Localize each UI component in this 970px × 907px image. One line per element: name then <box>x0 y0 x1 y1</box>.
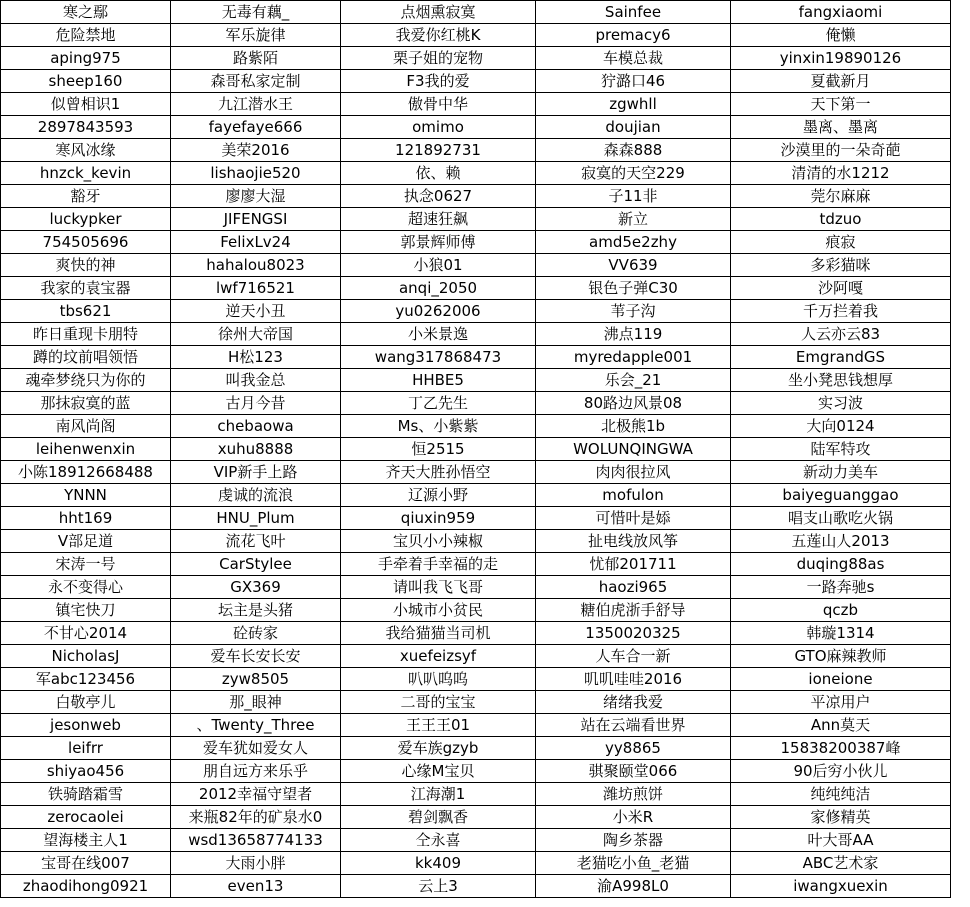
table-row <box>1 323 951 346</box>
table-row <box>1 530 951 553</box>
table-cell: 爱车族gzyb <box>341 737 536 760</box>
table-cell: 15838200387峰 <box>731 737 951 760</box>
table-row <box>1 231 951 254</box>
table-cell: 不甘心2014 <box>1 622 171 645</box>
table-row <box>1 668 951 691</box>
table-cell: 平凉用户 <box>731 691 951 714</box>
table-cell: 754505696 <box>1 231 171 254</box>
table-row <box>1 484 951 507</box>
table-cell: Sainfee <box>536 1 731 24</box>
table-cell: yu0262006 <box>341 300 536 323</box>
table-row <box>1 47 951 70</box>
table-cell: 丁乙先生 <box>341 392 536 415</box>
table-cell: duqing88as <box>731 553 951 576</box>
table-cell: 90后穷小伙儿 <box>731 760 951 783</box>
table-row <box>1 645 951 668</box>
table-cell: even13 <box>171 875 341 898</box>
table-cell: 砼砖家 <box>171 622 341 645</box>
table-cell: 似曾相识1 <box>1 93 171 116</box>
table-cell: HNU_Plum <box>171 507 341 530</box>
table-cell: 郭景辉师傅 <box>341 231 536 254</box>
table-cell: 银色子弹C30 <box>536 277 731 300</box>
table-cell: 心缘M宝贝 <box>341 760 536 783</box>
table-cell: 那抹寂寞的蓝 <box>1 392 171 415</box>
table-cell: 镇宅快刀 <box>1 599 171 622</box>
table-cell: 夏截新月 <box>731 70 951 93</box>
table-cell: 狞潞口46 <box>536 70 731 93</box>
table-cell: 昨日重现卡朋特 <box>1 323 171 346</box>
table-cell: 我爱你红桃K <box>341 24 536 47</box>
table-row <box>1 1 951 24</box>
table-cell: 多彩猫咪 <box>731 254 951 277</box>
table-cell: JIFENGSI <box>171 208 341 231</box>
table-cell: tdzuo <box>731 208 951 231</box>
table-row <box>1 599 951 622</box>
table-cell: 依、赖 <box>341 162 536 185</box>
table-cell: 点烟熏寂寞 <box>341 1 536 24</box>
table-cell: kk409 <box>341 852 536 875</box>
table-cell: anqi_2050 <box>341 277 536 300</box>
table-cell: lwf716521 <box>171 277 341 300</box>
table-cell: myredapple001 <box>536 346 731 369</box>
table-cell: luckypker <box>1 208 171 231</box>
table-cell: 肉肉很拉风 <box>536 461 731 484</box>
table-cell: 永不变得心 <box>1 576 171 599</box>
username-table-body <box>1 1 951 898</box>
table-cell: 王王王01 <box>341 714 536 737</box>
table-cell: 寂寞的天空229 <box>536 162 731 185</box>
table-cell: GTO麻辣教师 <box>731 645 951 668</box>
table-cell: 爱车长安长安 <box>171 645 341 668</box>
table-cell: WOLUNQINGWA <box>536 438 731 461</box>
table-cell: 坛主是头猪 <box>171 599 341 622</box>
table-cell: 小米R <box>536 806 731 829</box>
table-cell: 小米景逸 <box>341 323 536 346</box>
table-cell: 沸点119 <box>536 323 731 346</box>
table-cell: 栗子姐的宠物 <box>341 47 536 70</box>
table-cell: 美荣2016 <box>171 139 341 162</box>
table-cell: zgwhll <box>536 93 731 116</box>
table-row <box>1 93 951 116</box>
table-cell: YNNN <box>1 484 171 507</box>
table-cell: VV639 <box>536 254 731 277</box>
table-cell: ioneione <box>731 668 951 691</box>
table-cell: 叽叽哇哇2016 <box>536 668 731 691</box>
table-cell: 实习波 <box>731 392 951 415</box>
table-cell: 执念0627 <box>341 185 536 208</box>
table-cell: hht169 <box>1 507 171 530</box>
table-cell: 韩璇1314 <box>731 622 951 645</box>
table-cell: 宋涛一号 <box>1 553 171 576</box>
table-cell: hnzck_kevin <box>1 162 171 185</box>
table-cell: iwangxuexin <box>731 875 951 898</box>
table-row <box>1 162 951 185</box>
table-cell: 痕寂 <box>731 231 951 254</box>
table-row <box>1 461 951 484</box>
table-cell: 车模总裁 <box>536 47 731 70</box>
table-row <box>1 185 951 208</box>
table-cell: 天下第一 <box>731 93 951 116</box>
table-cell: 千万拦着我 <box>731 300 951 323</box>
table-cell: 2012幸福守望者 <box>171 783 341 806</box>
table-cell: 俺懒 <box>731 24 951 47</box>
table-row <box>1 139 951 162</box>
table-cell: 墨离、墨离 <box>731 116 951 139</box>
table-cell: 、Twenty_Three <box>171 714 341 737</box>
table-cell: 恒2515 <box>341 438 536 461</box>
table-cell: premacy6 <box>536 24 731 47</box>
table-row <box>1 415 951 438</box>
table-cell: 逆天小丑 <box>171 300 341 323</box>
table-cell: 老猫吃小鱼_老猫 <box>536 852 731 875</box>
table-cell: 廖廖大湿 <box>171 185 341 208</box>
table-cell: 森森888 <box>536 139 731 162</box>
table-cell: yinxin19890126 <box>731 47 951 70</box>
table-cell: 清清的水1212 <box>731 162 951 185</box>
table-cell: tbs621 <box>1 300 171 323</box>
table-cell: 虔诚的流浪 <box>171 484 341 507</box>
table-cell: 寒风冰缘 <box>1 139 171 162</box>
table-cell: fangxiaomi <box>731 1 951 24</box>
table-cell: xuhu8888 <box>171 438 341 461</box>
table-row <box>1 300 951 323</box>
table-cell: 叶大哥AA <box>731 829 951 852</box>
table-cell: 北极熊1b <box>536 415 731 438</box>
table-cell: 新立 <box>536 208 731 231</box>
table-cell: leifrr <box>1 737 171 760</box>
table-cell: 叭叭呜呜 <box>341 668 536 691</box>
table-cell: 魂牵梦绕只为你的 <box>1 369 171 392</box>
table-cell: omimo <box>341 116 536 139</box>
table-cell: 莞尔麻麻 <box>731 185 951 208</box>
table-row <box>1 346 951 369</box>
table-cell: 超速狂飙 <box>341 208 536 231</box>
table-cell: zhaodihong0921 <box>1 875 171 898</box>
table-cell: yy8865 <box>536 737 731 760</box>
table-cell: 纯纯纯洁 <box>731 783 951 806</box>
table-cell: 我家的袁宝器 <box>1 277 171 300</box>
table-cell: 齐天大胜孙悟空 <box>341 461 536 484</box>
table-cell: 流花飞叶 <box>171 530 341 553</box>
table-cell: 绪绪我爱 <box>536 691 731 714</box>
table-cell: 无毒有藕_ <box>171 1 341 24</box>
table-cell: 小城市小贫民 <box>341 599 536 622</box>
table-cell: 五莲山人2013 <box>731 530 951 553</box>
table-row <box>1 806 951 829</box>
table-cell: 云上3 <box>341 875 536 898</box>
table-cell: 坐小凳思钱想厚 <box>731 369 951 392</box>
table-cell: 军abc123456 <box>1 668 171 691</box>
table-cell: FelixLv24 <box>171 231 341 254</box>
table-cell: amd5e2zhy <box>536 231 731 254</box>
table-cell: 沙漠里的一朵奇葩 <box>731 139 951 162</box>
table-row <box>1 24 951 47</box>
table-cell: 可惜叶是婖 <box>536 507 731 530</box>
table-cell: 望海楼主人1 <box>1 829 171 852</box>
table-cell: fayefaye666 <box>171 116 341 139</box>
table-cell: GX369 <box>171 576 341 599</box>
table-row <box>1 254 951 277</box>
table-cell: 一路奔驰s <box>731 576 951 599</box>
table-cell: 忧郁201711 <box>536 553 731 576</box>
table-cell: 骐聚颐堂066 <box>536 760 731 783</box>
table-cell: 请叫我飞飞哥 <box>341 576 536 599</box>
table-cell: 子11非 <box>536 185 731 208</box>
table-cell: 潍坊煎饼 <box>536 783 731 806</box>
table-row <box>1 622 951 645</box>
table-cell: CarStylee <box>171 553 341 576</box>
table-cell: 仝永喜 <box>341 829 536 852</box>
table-cell: 1350020325 <box>536 622 731 645</box>
table-cell: 爱车犹如爱女人 <box>171 737 341 760</box>
table-row <box>1 576 951 599</box>
table-cell: sheep160 <box>1 70 171 93</box>
table-cell: 宝贝小小辣椒 <box>341 530 536 553</box>
table-cell: 豁牙 <box>1 185 171 208</box>
table-cell: zerocaolei <box>1 806 171 829</box>
table-cell: ABC艺术家 <box>731 852 951 875</box>
table-cell: F3我的爱 <box>341 70 536 93</box>
table-row <box>1 438 951 461</box>
table-cell: 碧剑飘香 <box>341 806 536 829</box>
table-row <box>1 875 951 898</box>
table-cell: 大向0124 <box>731 415 951 438</box>
table-cell: 朋自远方来乐乎 <box>171 760 341 783</box>
table-cell: 苇子沟 <box>536 300 731 323</box>
table-cell: EmgrandGS <box>731 346 951 369</box>
table-cell: 南风尚阁 <box>1 415 171 438</box>
table-cell: 铁骑踏霜雪 <box>1 783 171 806</box>
table-cell: H松123 <box>171 346 341 369</box>
table-cell: 唱支山歌吃火锅 <box>731 507 951 530</box>
table-cell: 121892731 <box>341 139 536 162</box>
table-cell: Ms、小紫紫 <box>341 415 536 438</box>
table-cell: 二哥的宝宝 <box>341 691 536 714</box>
table-cell: 江海潮1 <box>341 783 536 806</box>
table-cell: 家修精英 <box>731 806 951 829</box>
table-cell: Ann莫天 <box>731 714 951 737</box>
table-cell: 徐州大帝国 <box>171 323 341 346</box>
table-row <box>1 208 951 231</box>
table-cell: 2897843593 <box>1 116 171 139</box>
table-cell: NicholasJ <box>1 645 171 668</box>
table-cell: 小陈18912668488 <box>1 461 171 484</box>
table-cell: 新动力美车 <box>731 461 951 484</box>
table-cell: xuefeizsyf <box>341 645 536 668</box>
table-cell: 我给猫猫当司机 <box>341 622 536 645</box>
table-cell: haozi965 <box>536 576 731 599</box>
table-cell: 沙阿嘎 <box>731 277 951 300</box>
table-row <box>1 392 951 415</box>
table-cell: 渝A998L0 <box>536 875 731 898</box>
table-cell: jesonweb <box>1 714 171 737</box>
table-cell: 站在云端看世界 <box>536 714 731 737</box>
table-cell: 糖伯虎浙手舒导 <box>536 599 731 622</box>
table-row <box>1 737 951 760</box>
table-cell: 小狼01 <box>341 254 536 277</box>
table-row <box>1 553 951 576</box>
table-cell: 手牵着手幸福的走 <box>341 553 536 576</box>
table-cell: 森哥私家定制 <box>171 70 341 93</box>
table-row <box>1 277 951 300</box>
table-row <box>1 852 951 875</box>
table-row <box>1 691 951 714</box>
table-cell: shiyao456 <box>1 760 171 783</box>
table-cell: 九江潜水王 <box>171 93 341 116</box>
table-cell: 蹲的坟前唱领悟 <box>1 346 171 369</box>
table-cell: 白敬亭儿 <box>1 691 171 714</box>
table-cell: 来瓶82年的矿泉水0 <box>171 806 341 829</box>
table-cell: 辽源小野 <box>341 484 536 507</box>
table-cell: 人车合一新 <box>536 645 731 668</box>
table-cell: aping975 <box>1 47 171 70</box>
table-row <box>1 116 951 139</box>
table-row <box>1 783 951 806</box>
table-cell: 路紫陌 <box>171 47 341 70</box>
table-row <box>1 829 951 852</box>
table-cell: 人云亦云83 <box>731 323 951 346</box>
table-cell: 扯电线放风筝 <box>536 530 731 553</box>
table-cell: 危险禁地 <box>1 24 171 47</box>
table-cell: qczb <box>731 599 951 622</box>
table-cell: 爽快的神 <box>1 254 171 277</box>
table-cell: chebaowa <box>171 415 341 438</box>
table-cell: hahalou8023 <box>171 254 341 277</box>
table-cell: zyw8505 <box>171 668 341 691</box>
table-cell: mofulon <box>536 484 731 507</box>
table-cell: 那_眼神 <box>171 691 341 714</box>
table-row <box>1 369 951 392</box>
table-cell: doujian <box>536 116 731 139</box>
table-cell: leihenwenxin <box>1 438 171 461</box>
table-cell: 军乐旋律 <box>171 24 341 47</box>
table-cell: 乐会_21 <box>536 369 731 392</box>
table-row <box>1 70 951 93</box>
table-cell: wang317868473 <box>341 346 536 369</box>
table-row <box>1 507 951 530</box>
table-cell: baiyeguanggao <box>731 484 951 507</box>
table-cell: HHBE5 <box>341 369 536 392</box>
table-cell: 寒之鄢 <box>1 1 171 24</box>
table-cell: 80路边风景08 <box>536 392 731 415</box>
table-cell: VIP新手上路 <box>171 461 341 484</box>
table-cell: 傲骨中华 <box>341 93 536 116</box>
table-cell: 叫我金总 <box>171 369 341 392</box>
table-cell: V部足道 <box>1 530 171 553</box>
table-row <box>1 760 951 783</box>
table-row <box>1 714 951 737</box>
table-cell: 宝哥在线007 <box>1 852 171 875</box>
table-cell: 大雨小胖 <box>171 852 341 875</box>
table-cell: wsd13658774133 <box>171 829 341 852</box>
table-cell: lishaojie520 <box>171 162 341 185</box>
table-cell: 古月今昔 <box>171 392 341 415</box>
table-cell: qiuxin959 <box>341 507 536 530</box>
table-cell: 陶乡茶器 <box>536 829 731 852</box>
table-cell: 陆军特攻 <box>731 438 951 461</box>
